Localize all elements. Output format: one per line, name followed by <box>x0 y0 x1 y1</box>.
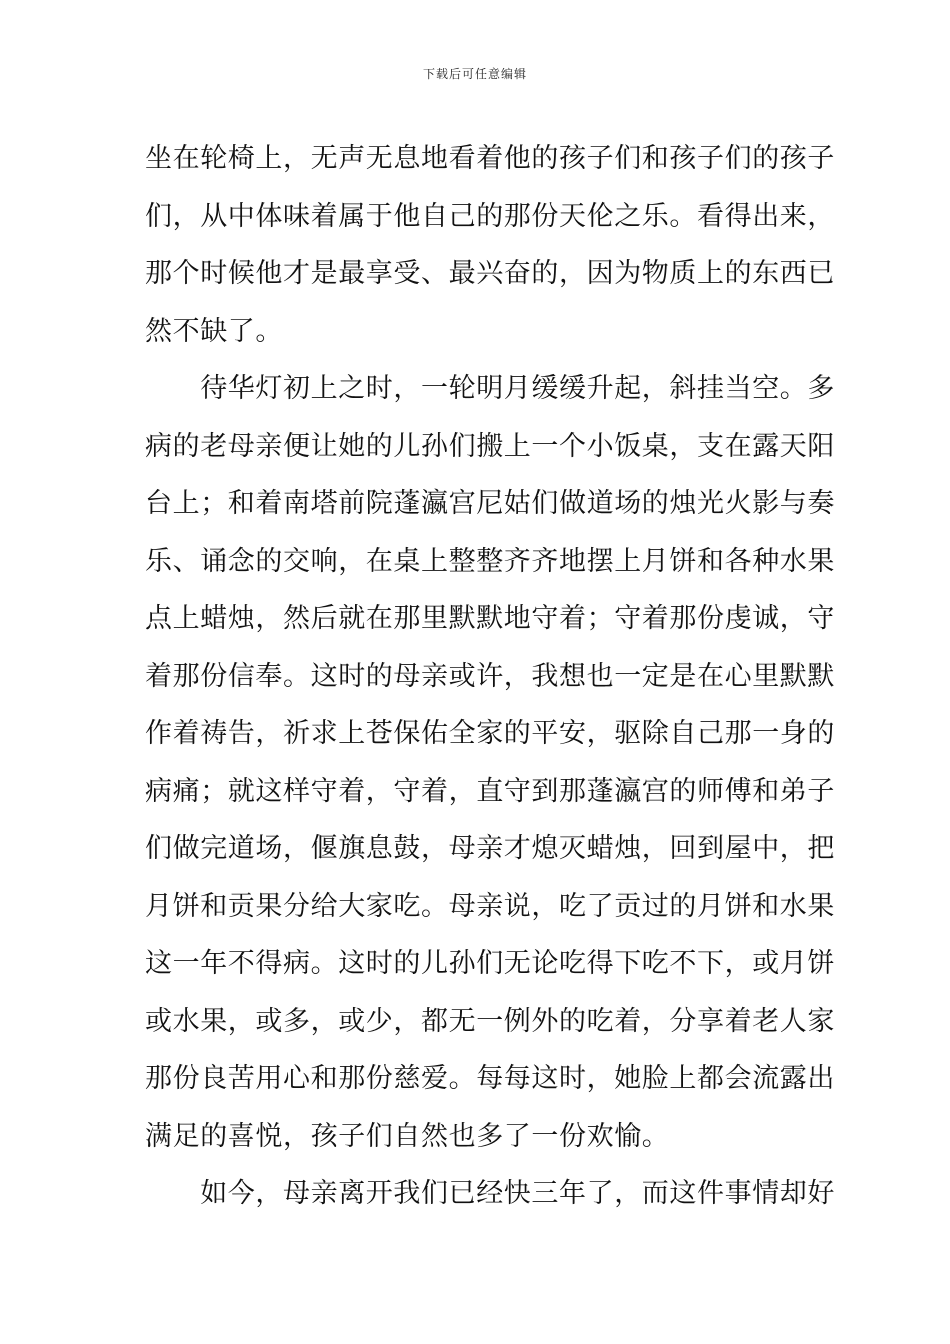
text-line: 病痛；就这样守着，守着，直守到那蓬瀛宫的师傅和弟子 <box>145 775 835 807</box>
text-line: 病的老母亲便让她的儿孙们搬上一个小饭桌，支在露天阳 <box>145 430 835 462</box>
text-line: 如今，母亲离开我们已经快三年了，而这件事情却好 <box>145 1178 835 1209</box>
paragraph <box>145 360 835 1165</box>
paragraph <box>145 1165 835 1223</box>
text-line: 满足的喜悦，孩子们自然也多了一份欢愉。 <box>145 1120 670 1152</box>
text-line: 坐在轮椅上，无声无息地看着他的孩子们和孩子们的孩子 <box>145 143 835 174</box>
text-line: 作着祷告，祈求上苍保佑全家的平安，驱除自己那一身的 <box>145 718 835 749</box>
text-line: 那份良苦用心和那份慈爱。每每这时，她脸上都会流露出 <box>145 1063 835 1094</box>
text-line: 着那份信奉。这时的母亲或许，我想也一定是在心里默默 <box>145 660 835 692</box>
paragraph <box>145 130 835 360</box>
text-line: 那个时候他才是最享受、最兴奋的，因为物质上的东西已 <box>145 258 835 289</box>
text-line: 月饼和贡果分给大家吃。母亲说，吃了贡过的月饼和水果 <box>145 890 835 922</box>
text-line: 待华灯初上之时，一轮明月缓缓升起，斜挂当空。多 <box>145 373 835 404</box>
text-line: 们，从中体味着属于他自己的那份天伦之乐。看得出来， <box>145 200 835 232</box>
text-line: 们做完道场，偃旗息鼓，母亲才熄灭蜡烛，回到屋中，把 <box>145 833 835 864</box>
text-line: 乐、诵念的交响，在桌上整整齐齐地摆上月饼和各种水果 <box>145 545 835 577</box>
text-line: 台上；和着南塔前院蓬瀛宫尼姑们做道场的烛光火影与奏 <box>145 488 835 519</box>
page-header: 下载后可任意编辑 <box>422 67 527 81</box>
text-line: 这一年不得病。这时的儿孙们无论吃得下吃不下，或月饼 <box>145 948 835 979</box>
text-line: 或水果，或多，或少，都无一例外的吃着，分享着老人家 <box>145 1005 835 1037</box>
body-text <box>145 130 835 1223</box>
text-line: 点上蜡烛，然后就在那里默默地守着；守着那份虔诚，守 <box>145 603 835 634</box>
text-line: 然不缺了。 <box>145 315 283 347</box>
